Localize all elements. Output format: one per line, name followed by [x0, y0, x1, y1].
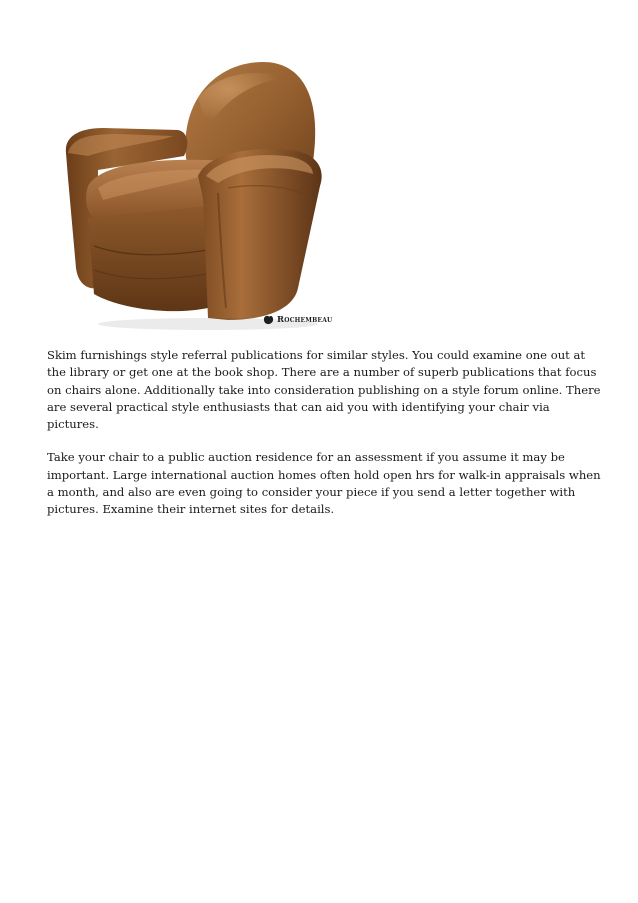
chair-front-apron	[88, 206, 208, 311]
paragraph-1: Skim furnishings style referral publications for similar styles. You could examine one out at the library or get one at the book shop. There are a number of superb publications that focus on chairs alone. Additionally take into consideration publishing on a style forum online. There are several practical style enthusiasts that can aid you with identifying your chair via pictures.	[47, 348, 601, 432]
article-body	[47, 347, 603, 535]
brand-logo	[263, 314, 332, 325]
brand-name: Rochembeau	[277, 314, 333, 325]
brand-mark-icon	[263, 314, 274, 325]
armchair-image	[58, 58, 348, 338]
paragraph-2: Take your chair to a public auction residence for an assessment if you assume it may be important. Large international auction homes often hold open hrs for walk-in appraisals when a month, and also are even going to consider your piece if you send a letter together with pictures. Examine their internet sites for details.	[47, 450, 601, 517]
leather-armchair-illustration	[58, 58, 348, 338]
